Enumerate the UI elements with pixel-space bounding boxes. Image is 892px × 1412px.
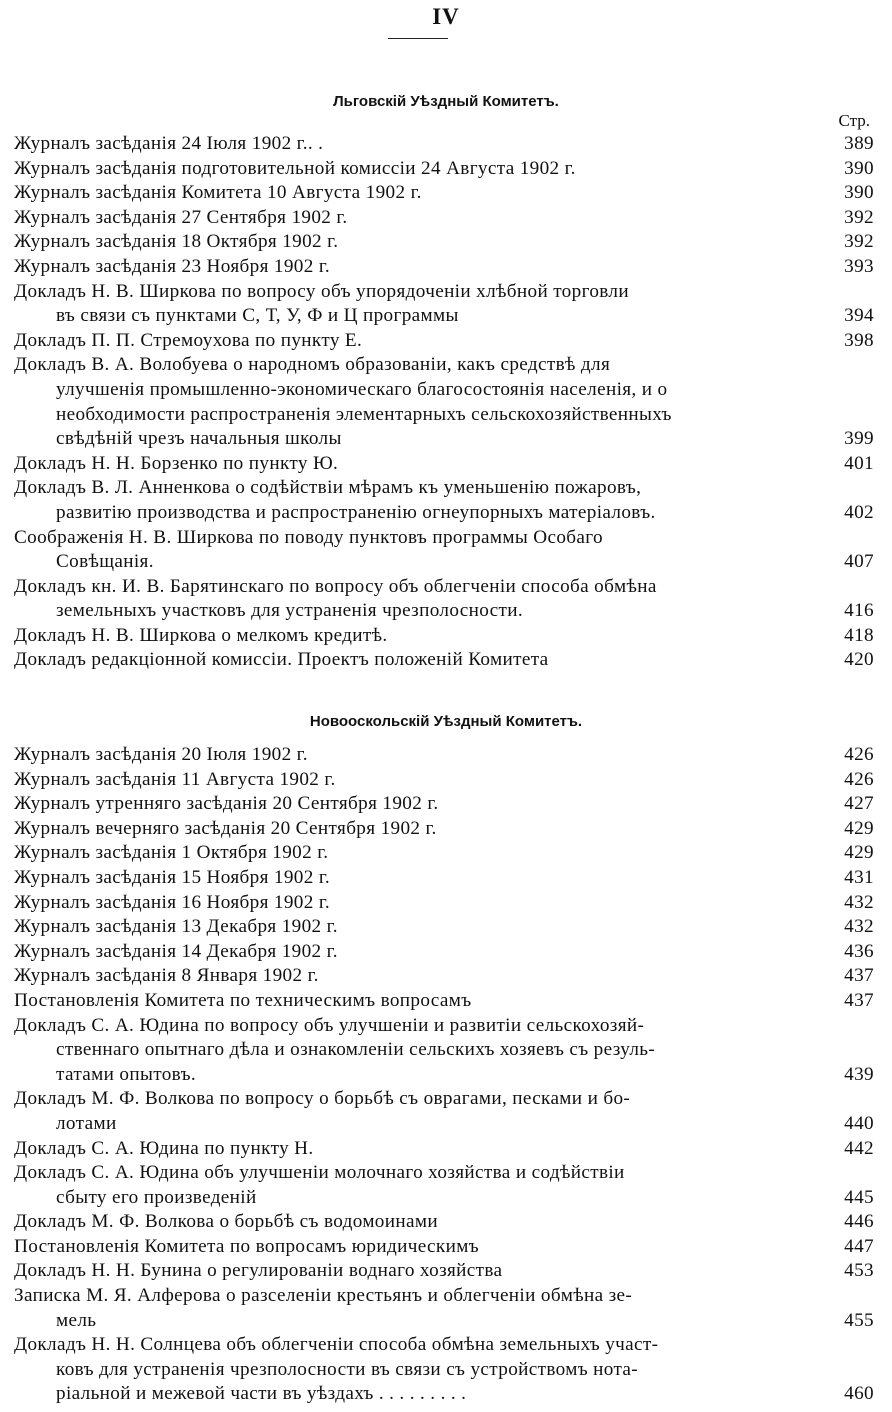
toc-entry-title: Докладъ Н. Н. Солнцева объ облегченіи способа обмѣна земельныхъ участ-	[14, 1334, 659, 1356]
toc-entry-continuation: развитію производства и распространенію огнеупорныхъ матеріаловъ.	[56, 501, 656, 523]
toc-entry-page: 390	[844, 157, 874, 179]
toc-entry-page: 431	[844, 866, 874, 888]
toc-entry	[14, 989, 874, 1014]
toc-entry	[14, 255, 874, 280]
toc-entry-title: Докладъ С. А. Юдина объ улучшеніи молочнаго хозяйства и содѣйствіи	[14, 1162, 625, 1184]
toc-entry	[14, 1235, 874, 1260]
toc-entry-title: Журналъ засѣданія Комитета 10 Августа 1902 г.	[14, 182, 422, 204]
toc-entry	[14, 648, 874, 673]
toc-entry-continuation: свѣдѣній чрезъ начальныя школы	[56, 428, 342, 450]
toc-entry-page: 394	[844, 305, 874, 327]
toc-entry-page: 427	[844, 793, 874, 815]
toc-entry	[14, 768, 874, 793]
toc-entry	[14, 181, 874, 206]
toc-entry-page: 426	[844, 768, 874, 790]
toc-entry-page: 429	[844, 842, 874, 864]
toc-entry	[14, 1014, 874, 1088]
toc-entry	[14, 964, 874, 989]
toc-entry-page: 402	[844, 501, 874, 523]
toc-entry	[14, 1210, 874, 1235]
toc-entry-title: Журналъ засѣданія 16 Ноября 1902 г.	[14, 891, 331, 913]
toc-entry-title: Постановленія Комитета по вопросамъ юридическимъ	[14, 1235, 479, 1257]
toc-entry-title: Докладъ Н. В. Ширкова по вопросу объ упорядоченіи хлѣбной торговли	[14, 280, 629, 302]
toc-entry	[14, 743, 874, 768]
toc-entry	[14, 476, 874, 525]
toc-entry	[14, 353, 874, 451]
toc-entry-page: 392	[844, 206, 874, 228]
toc-entry-title: Докладъ С. А. Юдина по вопросу объ улучшеніи и развитіи сельскохозяй-	[14, 1014, 645, 1036]
toc-entry-title: Докладъ С. А. Юдина по пункту Н.	[14, 1137, 314, 1159]
toc-entry-title: Журналъ утренняго засѣданія 20 Сентября 1902 г.	[14, 793, 439, 815]
toc-entry	[14, 1284, 874, 1333]
toc-list-novy-oskol	[14, 743, 874, 1407]
toc-entry-title: Соображенія Н. В. Ширкова по поводу пунктовъ программы Особаго	[14, 526, 603, 548]
toc-entry-title: Докладъ М. Ф. Волкова о борьбѣ съ водомоинами	[14, 1211, 438, 1233]
toc-entry-continuation: сбыту его произведеній	[56, 1186, 257, 1208]
toc-entry-page: 446	[844, 1211, 874, 1233]
toc-entry-title: Журналъ засѣданія 14 Декабря 1902 г.	[14, 940, 338, 962]
toc-entry-title: Журналъ вечерняго засѣданія 20 Сентября 1902 г.	[14, 817, 437, 839]
toc-entry	[14, 575, 874, 624]
toc-entry-page: 432	[844, 916, 874, 938]
toc-entry	[14, 1161, 874, 1210]
toc-entry-title: Журналъ засѣданія 27 Сентября 1902 г.	[14, 206, 348, 228]
toc-entry-page: 460	[844, 1383, 874, 1405]
toc-entry-title: Докладъ В. А. Волобуева о народномъ образованіи, какъ средствѣ для	[14, 354, 611, 376]
toc-entry-title: Докладъ М. Ф. Волкова по вопросу о борьбѣ съ оврагами, песками и бо-	[14, 1088, 631, 1110]
toc-entry-continuation: необходимости распространенія элементарныхъ сельскохозяйственныхъ	[56, 403, 672, 425]
toc-entry-page: 399	[844, 428, 874, 450]
toc-entry-continuation: Совѣщанія.	[56, 551, 154, 573]
toc-entry	[14, 1259, 874, 1284]
toc-entry-page: 426	[844, 744, 874, 765]
toc-entry-page: 445	[844, 1186, 874, 1208]
toc-entry	[14, 915, 874, 940]
toc-entry-continuation: ковъ для устраненія чрезполосности въ связи съ устройствомъ нота-	[56, 1358, 639, 1380]
toc-entry	[14, 841, 874, 866]
toc-entry	[14, 1087, 874, 1136]
toc-entry-continuation: мель	[56, 1309, 97, 1331]
toc-entry	[14, 329, 874, 354]
toc-entry-continuation: татами опытовъ.	[56, 1063, 197, 1085]
toc-entry-title: Докладъ редакціонной комиссіи. Проектъ положеній Комитета	[14, 649, 549, 671]
toc-entry-page: 389	[844, 133, 874, 154]
toc-entry-title: Журналъ засѣданія подготовительной комиссіи 24 Августа 1902 г.	[14, 157, 576, 179]
toc-entry-title: Журналъ засѣданія 23 Ноября 1902 г.	[14, 255, 331, 277]
toc-entry-page: 432	[844, 891, 874, 913]
toc-entry	[14, 132, 874, 157]
toc-entry-title: Журналъ засѣданія 20 Іюля 1902 г.	[14, 744, 308, 765]
toc-entry-page: 437	[844, 965, 874, 987]
toc-entry-continuation: въ связи съ пунктами С, Т, У, Ф и Ц программы	[56, 305, 459, 327]
toc-entry-title: Докладъ Н. Н. Бунина о регулированіи воднаго хозяйства	[14, 1260, 503, 1282]
toc-entry-title: Журналъ засѣданія 15 Ноября 1902 г.	[14, 866, 331, 888]
toc-entry-page: 407	[844, 551, 874, 573]
toc-entry-page: 416	[844, 600, 874, 622]
toc-entry	[14, 452, 874, 477]
section-title-lgov: Льговскій Уѣздный Комитетъ.	[333, 93, 559, 110]
toc-entry-page: 436	[844, 940, 874, 962]
toc-entry-page: 390	[844, 182, 874, 204]
toc-entry-title: Журналъ засѣданія 11 Августа 1902 г.	[14, 768, 336, 790]
page-column-header: Стр.	[838, 111, 870, 130]
toc-entry-title: Докладъ Н. Н. Борзенко по пункту Ю.	[14, 452, 339, 474]
toc-entry-title: Докладъ Н. В. Ширкова о мелкомъ кредитѣ.	[14, 624, 388, 646]
toc-entry-page: 392	[844, 231, 874, 253]
toc-entry-title: Постановленія Комитета по техническимъ вопросамъ	[14, 989, 472, 1011]
toc-entry-continuation: земельныхъ участковъ для устраненія чрезполосности.	[56, 600, 524, 622]
toc-entry-page: 440	[844, 1112, 874, 1134]
toc-entry-page: 447	[844, 1235, 874, 1257]
toc-entry	[14, 866, 874, 891]
toc-entry-page: 442	[844, 1137, 874, 1159]
toc-entry-page: 453	[844, 1260, 874, 1282]
toc-entry	[14, 792, 874, 817]
toc-entry	[14, 817, 874, 842]
toc-entry-title: Докладъ П. П. Стремоухова по пункту Е.	[14, 329, 363, 351]
toc-entry-page: 418	[844, 624, 874, 646]
page-number-rule	[388, 38, 448, 40]
toc-entry-continuation: улучшенія промышленно-экономическаго благосостоянія населенія, и о	[56, 378, 668, 400]
toc-list-lgov	[14, 132, 874, 673]
toc-entry-title: Записка М. Я. Алферова о разселеніи крестьянъ и облегченіи обмѣна зе-	[14, 1285, 633, 1307]
section-title-novy-oskol: Новооскольскій Уѣздный Комитетъ.	[309, 713, 583, 730]
toc-entry-page: 420	[844, 649, 874, 671]
toc-entry-page: 398	[844, 329, 874, 351]
toc-entry-title: Докладъ кн. И. В. Барятинскаго по вопросу объ облегченіи способа обмѣна	[14, 575, 657, 597]
toc-entry-continuation: ственнаго опытнаго дѣла и ознакомленіи сельскихъ хозяевъ съ резуль-	[56, 1039, 656, 1061]
toc-entry	[14, 891, 874, 916]
toc-entry-continuation: лотами	[56, 1112, 117, 1134]
toc-entry	[14, 1137, 874, 1162]
toc-entry-page: 439	[844, 1063, 874, 1085]
toc-entry	[14, 526, 874, 575]
toc-entry	[14, 624, 874, 649]
toc-entry-title: Журналъ засѣданія 18 Октября 1902 г.	[14, 231, 339, 253]
toc-entry	[14, 230, 874, 255]
toc-entry-page: 429	[844, 817, 874, 839]
toc-entry-title: Докладъ В. Л. Анненкова о содѣйствіи мѣрамъ къ уменьшенію пожаровъ,	[14, 477, 642, 499]
toc-entry-title: Журналъ засѣданія 24 Іюля 1902 г.. .	[14, 133, 324, 154]
toc-entry-title: Журналъ засѣданія 13 Декабря 1902 г.	[14, 916, 338, 938]
toc-entry-title: Журналъ засѣданія 1 Октября 1902 г.	[14, 842, 329, 864]
toc-entry-page: 401	[844, 452, 874, 474]
toc-entry-page: 393	[844, 255, 874, 277]
toc-entry-title: Журналъ засѣданія 8 Января 1902 г.	[14, 965, 319, 987]
toc-entry-continuation: ріальной и межевой части въ уѣздахъ . . . . . . . . .	[56, 1383, 467, 1405]
toc-entry	[14, 940, 874, 965]
toc-entry-page: 455	[844, 1309, 874, 1331]
toc-entry	[14, 157, 874, 182]
toc-entry	[14, 206, 874, 231]
toc-entry-page: 437	[844, 989, 874, 1011]
toc-entry	[14, 280, 874, 329]
page-number: IV	[432, 4, 460, 29]
toc-entry	[14, 1333, 874, 1407]
